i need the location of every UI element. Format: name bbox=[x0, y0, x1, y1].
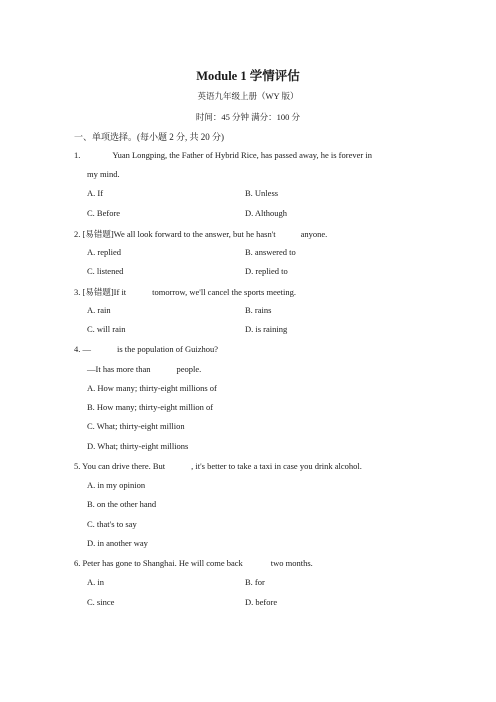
question-2-option-a: A. replied bbox=[87, 247, 121, 257]
question-3-option-d: D. is raining bbox=[245, 324, 288, 334]
question-3-option-a: A. rain bbox=[87, 305, 111, 315]
question-1-option-c: C. Before bbox=[87, 208, 121, 218]
question-6-option-c: C. since bbox=[87, 597, 115, 607]
question-1-stem-continued: my mind. bbox=[87, 169, 120, 179]
question-2-option-d: D. replied to bbox=[245, 266, 288, 276]
section-heading: 一、单项选择。(每小题 2 分, 共 20 分) bbox=[74, 132, 224, 142]
question-1-option-b: B. Unless bbox=[245, 188, 279, 198]
question-4-option-d: D. What; thirty-eight millions bbox=[87, 441, 189, 451]
question-4-option-a: A. How many; thirty-eight millions of bbox=[87, 383, 217, 393]
question-1-option-a: A. If bbox=[87, 188, 104, 198]
exam-meta: 时间：45 分钟 满分：100 分 bbox=[195, 112, 301, 122]
question-1-option-d: D. Although bbox=[245, 208, 288, 218]
question-5-option-a: A. in my opinion bbox=[87, 480, 146, 490]
question-4-option-c: C. What; thirty-eight million bbox=[87, 421, 185, 431]
question-6-option-b: B. for bbox=[245, 577, 265, 587]
question-5-option-b: B. on the other hand bbox=[87, 499, 157, 509]
question-4-stem: 4. — is the population of Guizhou? bbox=[74, 344, 219, 354]
question-6-stem: 6. Peter has gone to Shanghai. He will come back two months. bbox=[74, 558, 313, 568]
question-3-stem: 3. [易错题]If it tomorrow, we'll cancel the sports meeting. bbox=[74, 287, 296, 297]
question-5-option-c: C. that's to say bbox=[87, 519, 137, 529]
question-3-option-c: C. will rain bbox=[87, 324, 126, 334]
question-6-option-d: D. before bbox=[245, 597, 278, 607]
question-6-option-a: A. in bbox=[87, 577, 104, 587]
question-5-option-d: D. in another way bbox=[87, 538, 148, 548]
question-2-option-b: B. answered to bbox=[245, 247, 296, 257]
question-1-stem: 1. Yuan Longping, the Father of Hybrid Rice, has passed away, he is forever in bbox=[74, 150, 372, 160]
question-3-option-b: B. rains bbox=[245, 305, 272, 315]
question-2-option-c: C. listened bbox=[87, 266, 124, 276]
question-2-stem: 2. [易错题]We all look forward to the answer, but he hasn't anyone. bbox=[74, 229, 328, 239]
page-subtitle: 英语九年级上册（WY 版） bbox=[197, 91, 299, 101]
question-4-option-b: B. How many; thirty-eight million of bbox=[87, 402, 214, 412]
question-4-reply: —It has more than people. bbox=[87, 364, 202, 374]
question-5-stem: 5. You can drive there. But , it's better to take a taxi in case you drink alcohol. bbox=[74, 461, 362, 471]
page-title: Module 1 学情评估 bbox=[196, 69, 300, 83]
